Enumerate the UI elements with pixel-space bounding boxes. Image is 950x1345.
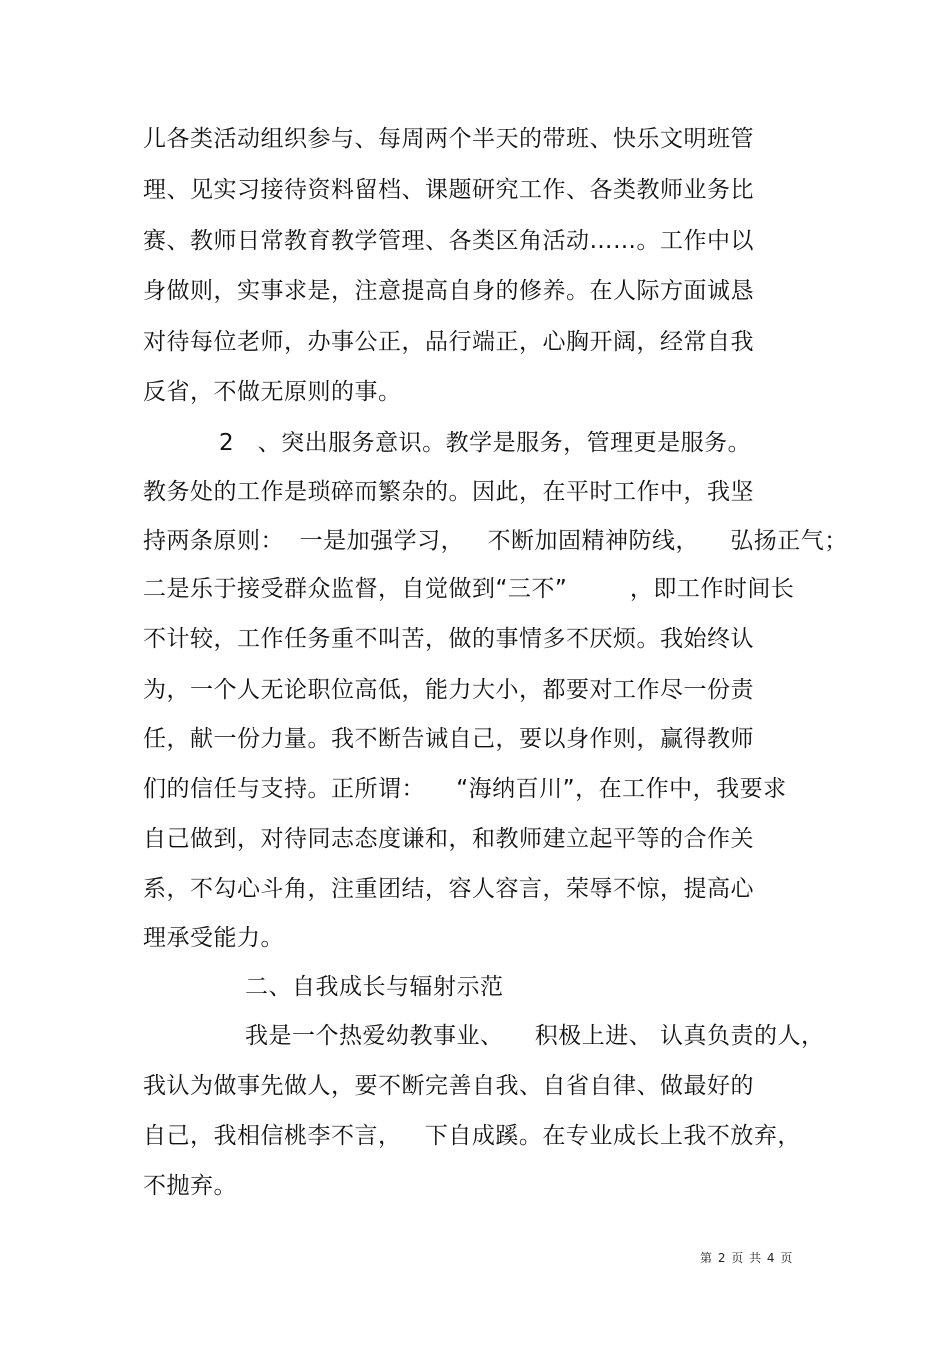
text-line: 自己做到，对待同志态度谦和，和教师建立起平等的合作关 xyxy=(143,826,754,852)
text-line: 理、见实习接待资料留档、课题研究工作、各类教师业务比 xyxy=(143,177,754,203)
page-number: 第 2 页 共 4 页 xyxy=(700,1251,794,1265)
text-line: 2 、突出服务意识。教学是服务，管理更是服务。 xyxy=(219,430,752,456)
text-line: 二是乐于接受群众监督，自觉做到“三不” ，即工作时间长 xyxy=(143,576,795,602)
text-line: 对待每位老师，办事公正，品行端正，心胸开阔，经常自我 xyxy=(143,329,754,355)
text-line: 不计较，工作任务重不叫苦，做的事情多不厌烦。我始终认 xyxy=(143,626,754,652)
text-line: 系，不勾心斗角，注重团结，容人容言，荣辱不惊，提高心 xyxy=(143,876,754,902)
text-line: 反省，不做无原则的事。 xyxy=(143,379,402,405)
section-heading: 二、自我成长与辐射示范 xyxy=(245,974,504,1000)
text-line: 任，献一份力量。我不断告诫自己，要以身作则，赢得教师 xyxy=(143,726,754,752)
text-line: 为，一个人无论职位高低，能力大小，都要对工作尽一份责 xyxy=(143,677,754,703)
text-line: 我认为做事先做人，要不断完善自我、自省自律、做最好的 xyxy=(143,1073,754,1099)
text-line: 儿各类活动组织参与、每周两个半天的带班、快乐文明班管 xyxy=(143,126,754,152)
text-line: 理承受能力。 xyxy=(143,925,284,951)
text-line: 不抛弃。 xyxy=(143,1173,237,1199)
text-line: 们的信任与支持。正所谓： “海纳百川”，在工作中，我要求 xyxy=(143,776,787,802)
text-line: 身做则，实事求是，注意提高自身的修养。在人际方面诚恳 xyxy=(143,278,754,304)
text-line: 自己，我相信桃李不言， 下自成蹊。在专业成长上我不放弃， xyxy=(143,1123,801,1149)
text-line: 我是一个热爱幼教事业、 积极上进、 认真负责的人， xyxy=(245,1023,825,1049)
text-line: 赛、教师日常教育教学管理、各类区角活动……。工作中以 xyxy=(143,228,754,254)
text-line: 持两条原则： 一是加强学习， 不断加固精神防线， 弘扬正气； xyxy=(143,528,848,554)
text-line: 教务处的工作是琐碎而繁杂的。因此，在平时工作中，我坚 xyxy=(143,479,754,505)
